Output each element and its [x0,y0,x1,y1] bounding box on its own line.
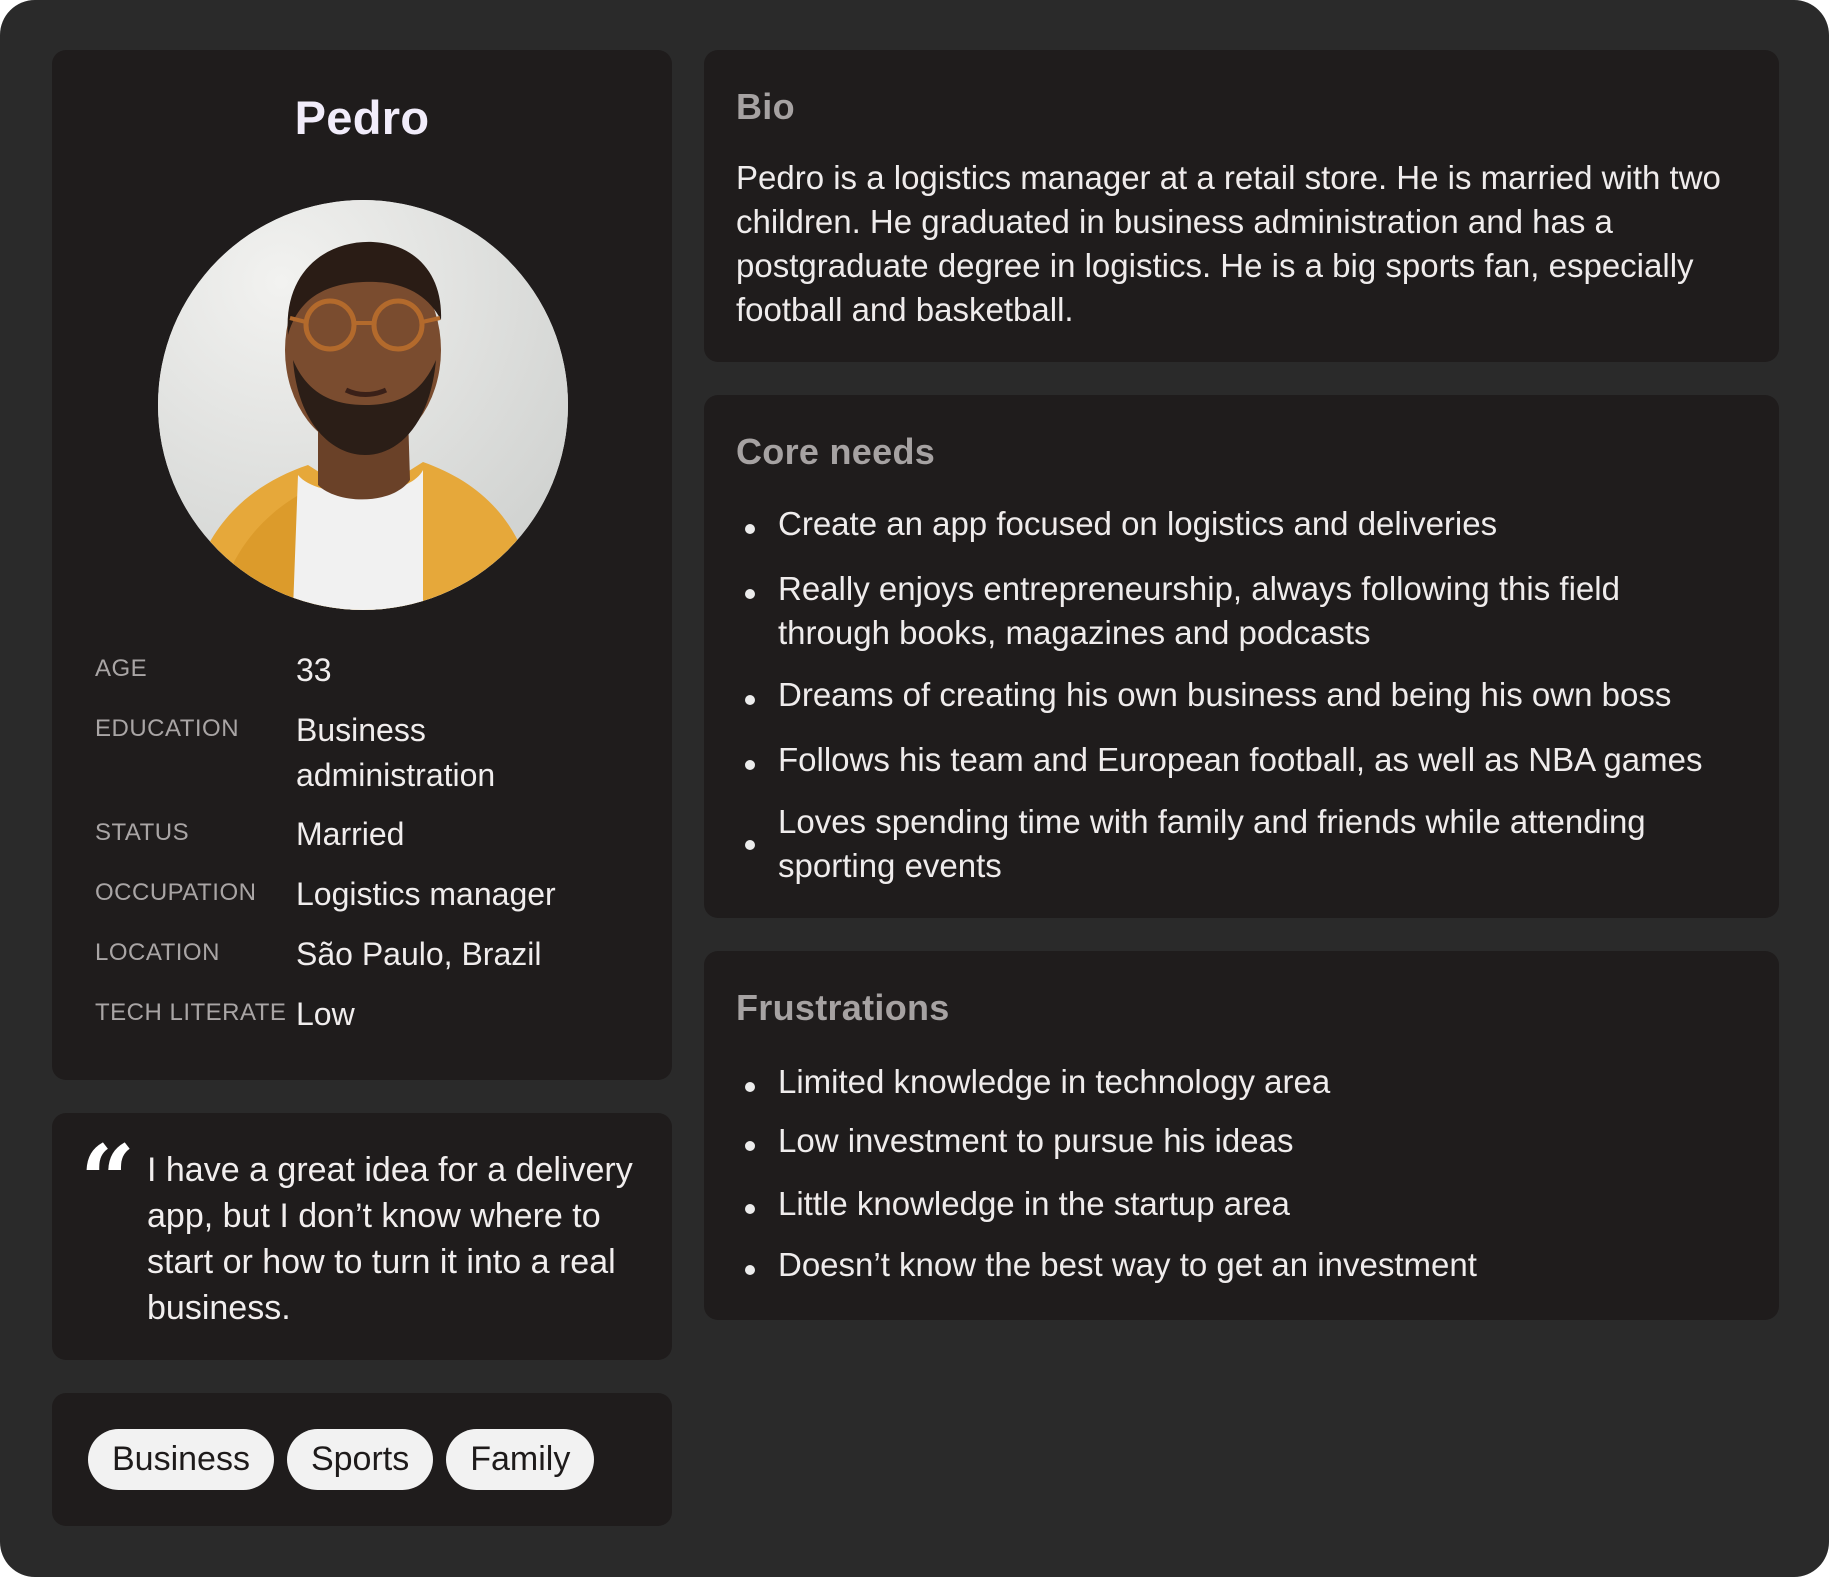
tag-business[interactable]: Business [88,1429,274,1490]
bullet-icon [745,760,755,770]
attribute-label: TECH LITERATE [95,999,287,1026]
list-item-text: Follows his team and European football, as well as NBA games [778,741,1703,778]
attribute-value: Business administration [296,712,496,793]
bullet-icon [745,524,755,534]
bio-card [704,50,1779,362]
attribute-label: EDUCATION [95,715,240,742]
attribute-value: 33 [296,652,332,688]
bullet-icon [745,1265,755,1275]
tag-family[interactable]: Family [446,1429,594,1490]
avatar [158,200,568,610]
attribute-label: LOCATION [95,939,220,966]
list-item-text: Doesn’t know the best way to get an investment [778,1246,1477,1283]
tag-list [88,1429,594,1490]
core-needs-card [704,395,1779,918]
frustrations-card [704,951,1779,1320]
attribute-value: Low [296,996,355,1032]
list-item-text: Dreams of creating his own business and being his own boss [778,676,1672,713]
list-item-text: Low investment to pursue his ideas [778,1122,1294,1159]
bullet-icon [745,1082,755,1092]
persona-name: Pedro [294,91,430,144]
attribute-label: STATUS [95,819,190,846]
attribute-value: Logistics manager [296,876,556,912]
tags-card [52,1393,672,1526]
frustrations-title: Frustrations [736,987,950,1028]
profile-card [52,50,672,1080]
bio-title: Bio [736,86,795,127]
bullet-icon [745,1141,755,1151]
bullet-icon [745,1204,755,1214]
attribute-label: OCCUPATION [95,879,257,906]
bio-text: Pedro is a logistics manager at a retail store. He is married with two children. He graduated in business administration and has a postgraduate degree in logistics. He is a big sports fan, especially football and basketball. [736,159,1721,328]
bullet-icon [745,695,755,705]
list-item-text: Little knowledge in the startup area [778,1185,1290,1222]
list-item-text: Loves spending time with family and friends while attending sporting events [778,803,1646,884]
bullet-icon [745,589,755,599]
avatar-photo [158,200,568,610]
list-item-text: Create an app focused on logistics and deliveries [778,505,1498,542]
list-item-text: Really enjoys entrepreneurship, always following this field through books, magazines and podcasts [778,570,1620,651]
quote-icon: “ [80,1124,136,1237]
core-needs-title: Core needs [736,431,936,472]
tag-sports[interactable]: Sports [287,1429,433,1490]
attribute-value: São Paulo, Brazil [296,936,542,972]
attribute-value: Married [296,816,405,852]
quote-text: I have a great idea for a delivery app, but I don’t know where to start or how to turn it into a real business. [147,1151,633,1327]
attribute-label: AGE [95,655,148,682]
quote-card [52,1113,672,1360]
bullet-icon [745,840,755,850]
list-item-text: Limited knowledge in technology area [778,1063,1331,1100]
